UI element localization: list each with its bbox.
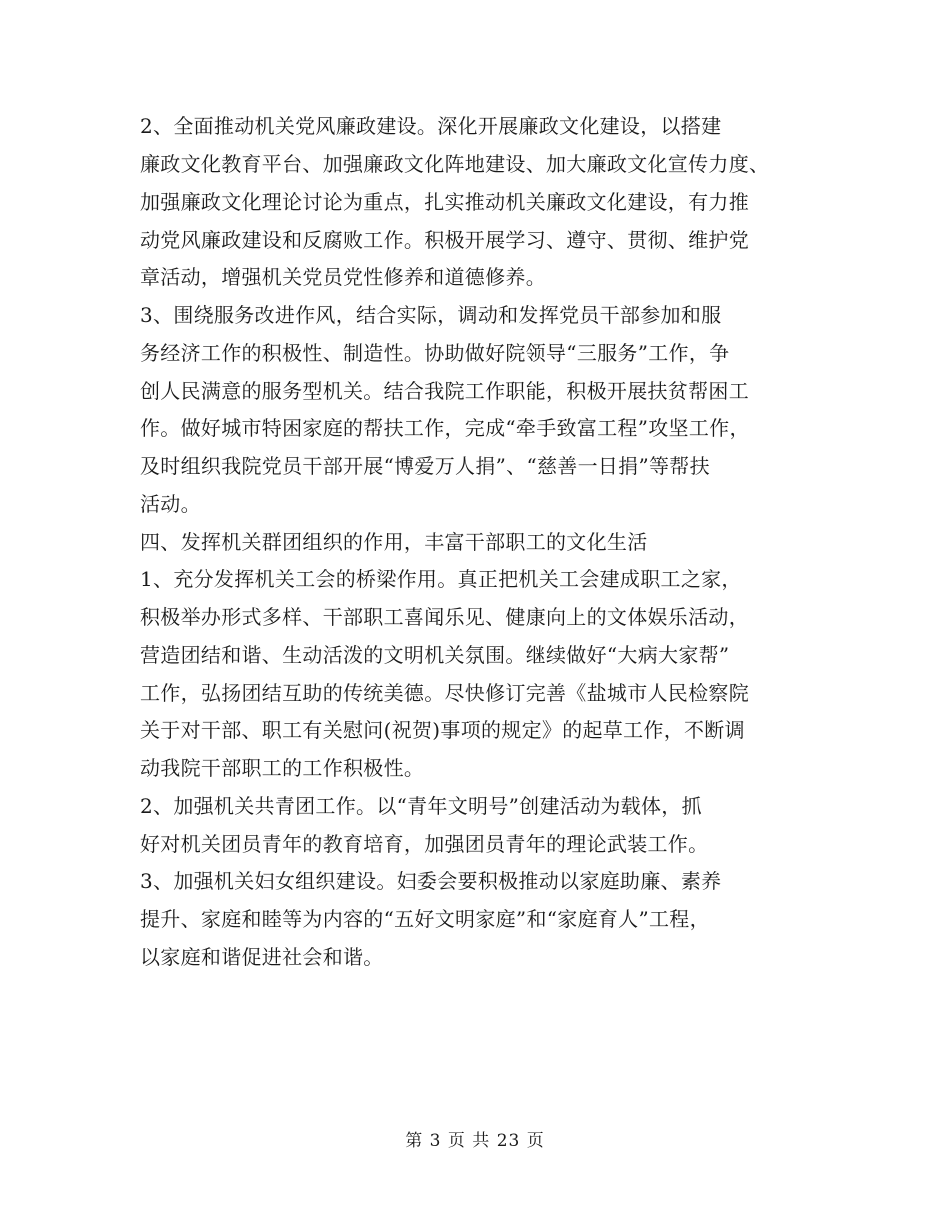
text-line: 提升、家庭和睦等为内容的“五好文明家庭”和“家庭育人”工程， — [140, 907, 710, 931]
text-line: 廉政文化教育平台、加强廉政文化阵地建设、加大廉政文化宣传力度、 — [140, 152, 770, 176]
text-line: 2、加强机关共青团工作。以“青年文明号”创建活动为载体，抓 — [140, 794, 702, 818]
text-line: 务经济工作的积极性、制造性。协助做好院领导“三服务”工作，争 — [140, 341, 730, 365]
text-line: 营造团结和谐、生动活泼的文明机关氛围。继续做好“大病大家帮” — [140, 643, 730, 667]
section-heading: 四、发挥机关群团组织的作用，丰富干部职工的文化生活 — [140, 530, 648, 554]
text-line: 创人民满意的服务型机关。结合我院工作职能，积极开展扶贫帮困工 — [140, 379, 749, 403]
text-line: 2、全面推动机关党风廉政建设。深化开展廉政文化建设，以搭建 — [140, 114, 722, 138]
text-line: 及时组织我院党员干部开展“博爱万人捐”、“慈善一日捐”等帮扶 — [140, 454, 710, 478]
text-line: 作。做好城市特困家庭的帮扶工作，完成“牵手致富工程”攻坚工作， — [140, 416, 750, 440]
page-number-footer: 第 3 页 共 23 页 — [405, 1131, 545, 1151]
text-line: 好对机关团员青年的教育培育，加强团员青年的理论武装工作。 — [140, 832, 709, 856]
text-line: 动我院干部职工的工作积极性。 — [140, 756, 425, 780]
text-line: 动党风廉政建设和反腐败工作。积极开展学习、遵守、贯彻、维护党 — [140, 228, 749, 252]
text-line: 积极举办形式多样、干部职工喜闻乐见、健康向上的文体娱乐活动， — [140, 605, 749, 629]
text-line: 以家庭和谐促进社会和谐。 — [140, 945, 384, 969]
text-line: 活动。 — [140, 492, 201, 516]
text-line: 3、围绕服务改进作风，结合实际，调动和发挥党员干部参加和服 — [140, 303, 722, 327]
text-line: 关于对干部、职工有关慰问(祝贺)事项的规定》的起草工作，不断调 — [140, 718, 745, 742]
text-line: 1、充分发挥机关工会的桥梁作用。真正把机关工会建成职工之家， — [140, 567, 742, 591]
text-line: 工作，弘扬团结互助的传统美德。尽快修订完善《盐城市人民检察院 — [140, 681, 749, 705]
text-line: 3、加强机关妇女组织建设。妇委会要积极推动以家庭助廉、素养 — [140, 869, 722, 893]
text-line: 章活动，增强机关党员党性修养和道德修养。 — [140, 265, 546, 289]
text-line: 加强廉政文化理论讨论为重点，扎实推动机关廉政文化建设，有力推 — [140, 190, 749, 214]
